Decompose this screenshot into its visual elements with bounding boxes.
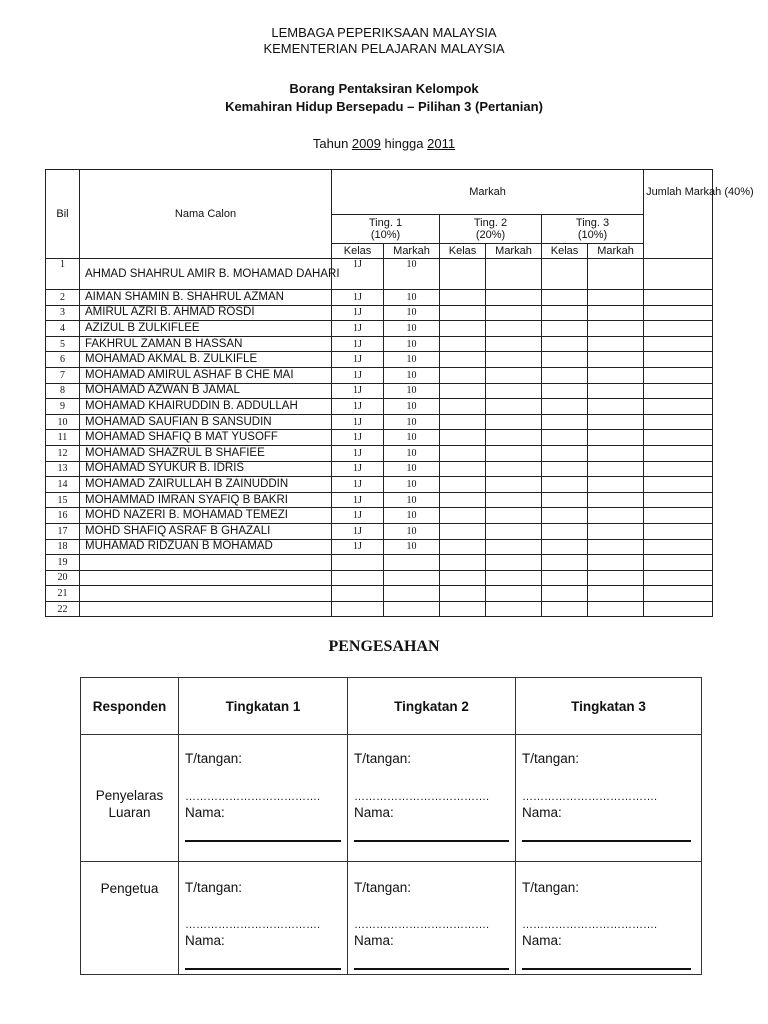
row-jumlah bbox=[644, 259, 713, 290]
row-kelas-3 bbox=[542, 477, 588, 493]
row-markah-1 bbox=[384, 555, 440, 571]
row-markah-1: 10 bbox=[384, 367, 440, 383]
row-kelas-2 bbox=[440, 430, 486, 446]
row-kelas-2 bbox=[440, 352, 486, 368]
header-tingkatan-1: Tingkatan 1 bbox=[179, 678, 348, 735]
header-kelas-2: Kelas bbox=[440, 244, 486, 259]
row-markah-1 bbox=[384, 586, 440, 602]
row-jumlah bbox=[644, 601, 713, 617]
row-markah-1: 10 bbox=[384, 477, 440, 493]
table-row bbox=[46, 445, 713, 461]
row-kelas-2 bbox=[440, 586, 486, 602]
header-ting-1: Ting. 1 (10%) bbox=[332, 215, 440, 244]
row-bil: 9 bbox=[46, 399, 80, 415]
row-kelas-3 bbox=[542, 336, 588, 352]
marks-table bbox=[45, 169, 754, 617]
row-markah-3 bbox=[588, 461, 644, 477]
row-markah-3 bbox=[588, 414, 644, 430]
row-markah-2 bbox=[486, 445, 542, 461]
row-markah-1: 10 bbox=[384, 523, 440, 539]
row-kelas-3 bbox=[542, 290, 588, 306]
row-bil: 18 bbox=[46, 539, 80, 555]
row-kelas-2 bbox=[440, 492, 486, 508]
row-kelas-2 bbox=[440, 414, 486, 430]
row-jumlah bbox=[644, 352, 713, 368]
row-kelas-3 bbox=[542, 352, 588, 368]
row-nama-calon: MOHAMAD ZAIRULLAH B ZAINUDDIN bbox=[80, 477, 332, 493]
table-row bbox=[46, 508, 713, 524]
row-kelas-1: 1J bbox=[332, 539, 384, 555]
header-kelas-1: Kelas bbox=[332, 244, 384, 259]
form-title: Borang Pentaksiran Kelompok bbox=[289, 81, 479, 96]
row-bil: 1 bbox=[46, 259, 80, 290]
row-markah-1: 10 bbox=[384, 290, 440, 306]
sign-box-penyelaras-t1[interactable]: T/tangan: ………………………………. Nama: bbox=[179, 735, 348, 862]
sign-box-pengetua-t1[interactable]: T/tangan: ………………………………. Nama: bbox=[179, 862, 348, 975]
row-jumlah bbox=[644, 305, 713, 321]
row-markah-3 bbox=[588, 523, 644, 539]
row-bil: 6 bbox=[46, 352, 80, 368]
row-bil: 22 bbox=[46, 601, 80, 617]
row-kelas-2 bbox=[440, 367, 486, 383]
row-kelas-3 bbox=[542, 555, 588, 571]
row-bil: 17 bbox=[46, 523, 80, 539]
row-jumlah bbox=[644, 461, 713, 477]
row-kelas-1: 1J bbox=[332, 383, 384, 399]
row-kelas-3 bbox=[542, 461, 588, 477]
row-kelas-3 bbox=[542, 539, 588, 555]
row-nama-calon: MOHD SHAFIQ ASRAF B GHAZALI bbox=[80, 523, 332, 539]
row-nama-calon bbox=[80, 570, 332, 586]
header-nama-calon: Nama Calon bbox=[80, 170, 332, 259]
table-row bbox=[46, 586, 713, 602]
row-kelas-1: 1J bbox=[332, 336, 384, 352]
table-row bbox=[46, 290, 713, 306]
table-row bbox=[46, 539, 713, 555]
row-jumlah bbox=[644, 399, 713, 415]
table-row bbox=[46, 399, 713, 415]
row-markah-3 bbox=[588, 352, 644, 368]
row-jumlah bbox=[644, 555, 713, 571]
row-kelas-1 bbox=[332, 555, 384, 571]
row-jumlah bbox=[644, 492, 713, 508]
row-nama-calon: MOHAMAD SAUFIAN B SANSUDIN bbox=[80, 414, 332, 430]
row-nama-calon: MOHAMAD SYUKUR B. IDRIS bbox=[80, 461, 332, 477]
row-markah-2 bbox=[486, 508, 542, 524]
table-row bbox=[46, 492, 713, 508]
row-kelas-1: 1J bbox=[332, 508, 384, 524]
row-jumlah bbox=[644, 383, 713, 399]
row-nama-calon: AZIZUL B ZULKIFLEE bbox=[80, 321, 332, 337]
row-jumlah bbox=[644, 570, 713, 586]
row-nama-calon: MOHAMAD AKMAL B. ZULKIFLE bbox=[80, 352, 332, 368]
row-nama-calon bbox=[80, 555, 332, 571]
table-row bbox=[46, 352, 713, 368]
year-prefix: Tahun bbox=[312, 136, 349, 151]
row-kelas-1: 1J bbox=[332, 461, 384, 477]
row-markah-2 bbox=[486, 321, 542, 337]
header-markah-2: Markah bbox=[486, 244, 542, 259]
row-jumlah bbox=[644, 445, 713, 461]
table-row bbox=[46, 555, 713, 571]
row-kelas-2 bbox=[440, 570, 486, 586]
responden-penyelaras-luaran: Penyelaras Luaran bbox=[81, 735, 179, 862]
row-markah-3 bbox=[588, 336, 644, 352]
row-markah-3 bbox=[588, 539, 644, 555]
row-kelas-2 bbox=[440, 539, 486, 555]
row-nama-calon: MOHAMAD SHAZRUL B SHAFIEE bbox=[80, 445, 332, 461]
row-jumlah bbox=[644, 290, 713, 306]
row-kelas-3 bbox=[542, 259, 588, 290]
row-markah-2 bbox=[486, 305, 542, 321]
table-row bbox=[46, 259, 713, 290]
row-markah-2 bbox=[486, 586, 542, 602]
row-markah-2 bbox=[486, 399, 542, 415]
row-kelas-3 bbox=[542, 601, 588, 617]
row-markah-3 bbox=[588, 399, 644, 415]
org-name-line-2: KEMENTERIAN PELAJARAN MALAYSIA bbox=[263, 41, 505, 56]
row-bil: 7 bbox=[46, 367, 80, 383]
row-nama-calon: MOHD NAZERI B. MOHAMAD TEMEZI bbox=[80, 508, 332, 524]
row-bil: 12 bbox=[46, 445, 80, 461]
header-responden: Responden bbox=[81, 678, 179, 735]
row-markah-2 bbox=[486, 477, 542, 493]
header-tingkatan-3: Tingkatan 3 bbox=[516, 678, 702, 735]
header-kelas-3: Kelas bbox=[542, 244, 588, 259]
row-bil: 4 bbox=[46, 321, 80, 337]
row-markah-2 bbox=[486, 570, 542, 586]
row-markah-2 bbox=[486, 367, 542, 383]
row-kelas-1: 1J bbox=[332, 414, 384, 430]
row-kelas-2 bbox=[440, 259, 486, 290]
row-nama-calon bbox=[80, 601, 332, 617]
row-kelas-3 bbox=[542, 399, 588, 415]
row-kelas-2 bbox=[440, 290, 486, 306]
row-kelas-2 bbox=[440, 477, 486, 493]
row-markah-3 bbox=[588, 477, 644, 493]
row-kelas-3 bbox=[542, 508, 588, 524]
table-row bbox=[46, 414, 713, 430]
row-kelas-3 bbox=[542, 414, 588, 430]
row-kelas-3 bbox=[542, 305, 588, 321]
row-nama-calon: AIMAN SHAMIN B. SHAHRUL AZMAN bbox=[80, 290, 332, 306]
row-kelas-3 bbox=[542, 586, 588, 602]
row-kelas-1: 1J bbox=[332, 492, 384, 508]
row-markah-1: 10 bbox=[384, 321, 440, 337]
row-bil: 3 bbox=[46, 305, 80, 321]
row-jumlah bbox=[644, 367, 713, 383]
row-markah-2 bbox=[486, 430, 542, 446]
row-bil: 21 bbox=[46, 586, 80, 602]
row-nama-calon: AMIRUL AZRI B. AHMAD ROSDI bbox=[80, 305, 332, 321]
row-markah-1: 10 bbox=[384, 399, 440, 415]
table-row bbox=[46, 383, 713, 399]
row-kelas-1 bbox=[332, 601, 384, 617]
row-kelas-2 bbox=[440, 523, 486, 539]
table-row bbox=[46, 461, 713, 477]
row-bil: 16 bbox=[46, 508, 80, 524]
row-markah-3 bbox=[588, 321, 644, 337]
row-nama-calon: MOHAMAD SHAFIQ B MAT YUSOFF bbox=[80, 430, 332, 446]
row-markah-3 bbox=[588, 445, 644, 461]
year-mid: hingga bbox=[384, 136, 424, 151]
row-markah-3 bbox=[588, 586, 644, 602]
row-jumlah bbox=[644, 477, 713, 493]
row-markah-1: 10 bbox=[384, 352, 440, 368]
year-from: 2009 bbox=[351, 136, 381, 151]
sign-box-pengetua-t2[interactable]: T/tangan: ………………………………. Nama: bbox=[348, 862, 516, 975]
row-kelas-1: 1J bbox=[332, 305, 384, 321]
row-nama-calon bbox=[80, 586, 332, 602]
row-bil: 11 bbox=[46, 430, 80, 446]
row-markah-2 bbox=[486, 461, 542, 477]
row-kelas-3 bbox=[542, 367, 588, 383]
row-kelas-1: 1J bbox=[332, 430, 384, 446]
row-kelas-1: 1J bbox=[332, 523, 384, 539]
row-markah-2 bbox=[486, 414, 542, 430]
row-markah-3 bbox=[588, 430, 644, 446]
row-markah-3 bbox=[588, 305, 644, 321]
responden-pengetua: Pengetua bbox=[81, 862, 179, 975]
row-jumlah bbox=[644, 508, 713, 524]
table-row bbox=[46, 523, 713, 539]
row-nama-calon: MUHAMAD RIDZUAN B MOHAMAD bbox=[80, 539, 332, 555]
header-markah: Markah bbox=[332, 170, 644, 215]
row-kelas-2 bbox=[440, 399, 486, 415]
row-nama-calon: MOHAMMAD IMRAN SYAFIQ B BAKRI bbox=[80, 492, 332, 508]
row-markah-1: 10 bbox=[384, 445, 440, 461]
row-kelas-1: 1J bbox=[332, 399, 384, 415]
table-row bbox=[46, 570, 713, 586]
row-markah-1: 10 bbox=[384, 508, 440, 524]
row-jumlah bbox=[644, 586, 713, 602]
row-markah-1: 10 bbox=[384, 414, 440, 430]
pengesahan-table bbox=[80, 677, 702, 975]
row-markah-1: 10 bbox=[384, 539, 440, 555]
row-markah-1: 10 bbox=[384, 492, 440, 508]
row-kelas-2 bbox=[440, 601, 486, 617]
row-kelas-1: 1J bbox=[332, 477, 384, 493]
row-kelas-2 bbox=[440, 445, 486, 461]
table-row bbox=[46, 601, 713, 617]
row-jumlah bbox=[644, 430, 713, 446]
row-nama-calon: MOHAMAD KHAIRUDDIN B. ADDULLAH bbox=[80, 399, 332, 415]
table-row bbox=[46, 430, 713, 446]
row-markah-2 bbox=[486, 539, 542, 555]
row-kelas-1: 1J bbox=[332, 367, 384, 383]
year-range bbox=[0, 136, 768, 151]
header-markah-1: Markah bbox=[384, 244, 440, 259]
form-subtitle: Kemahiran Hidup Bersepadu – Pilihan 3 (Pertanian) bbox=[225, 99, 543, 114]
pengesahan-title: PENGESAHAN bbox=[328, 638, 440, 655]
row-kelas-1 bbox=[332, 570, 384, 586]
row-kelas-3 bbox=[542, 321, 588, 337]
row-kelas-2 bbox=[440, 555, 486, 571]
row-markah-2 bbox=[486, 383, 542, 399]
row-kelas-2 bbox=[440, 383, 486, 399]
row-markah-3 bbox=[588, 555, 644, 571]
table-row bbox=[46, 321, 713, 337]
table-row bbox=[46, 336, 713, 352]
row-kelas-3 bbox=[542, 445, 588, 461]
row-markah-2 bbox=[486, 290, 542, 306]
year-to: 2011 bbox=[427, 136, 456, 151]
row-markah-2 bbox=[486, 336, 542, 352]
row-markah-2 bbox=[486, 555, 542, 571]
header-markah-3: Markah bbox=[588, 244, 644, 259]
row-kelas-1: 1J bbox=[332, 352, 384, 368]
row-markah-1: 10 bbox=[384, 305, 440, 321]
sign-box-penyelaras-t3[interactable]: T/tangan: ………………………………. Nama: bbox=[516, 735, 702, 862]
row-markah-3 bbox=[588, 367, 644, 383]
row-markah-3 bbox=[588, 570, 644, 586]
row-kelas-3 bbox=[542, 570, 588, 586]
row-markah-1 bbox=[384, 570, 440, 586]
row-kelas-2 bbox=[440, 508, 486, 524]
row-markah-2 bbox=[486, 601, 542, 617]
row-kelas-3 bbox=[542, 430, 588, 446]
table-row bbox=[46, 477, 713, 493]
row-markah-1: 10 bbox=[384, 336, 440, 352]
row-bil: 5 bbox=[46, 336, 80, 352]
row-kelas-1: 1J bbox=[332, 445, 384, 461]
header-bil: Bil bbox=[46, 170, 80, 259]
row-kelas-2 bbox=[440, 336, 486, 352]
row-nama-calon: FAKHRUL ZAMAN B HASSAN bbox=[80, 336, 332, 352]
row-kelas-1: 1J bbox=[332, 321, 384, 337]
row-jumlah bbox=[644, 414, 713, 430]
row-kelas-2 bbox=[440, 321, 486, 337]
row-bil: 10 bbox=[46, 414, 80, 430]
row-jumlah bbox=[644, 523, 713, 539]
row-markah-3 bbox=[588, 508, 644, 524]
row-jumlah bbox=[644, 539, 713, 555]
sign-box-penyelaras-t2[interactable]: T/tangan: ………………………………. Nama: bbox=[348, 735, 516, 862]
row-jumlah bbox=[644, 336, 713, 352]
row-bil: 2 bbox=[46, 290, 80, 306]
row-kelas-3 bbox=[542, 523, 588, 539]
row-nama-calon: MOHAMAD AZWAN B JAMAL bbox=[80, 383, 332, 399]
row-kelas-2 bbox=[440, 305, 486, 321]
org-name-line-1: LEMBAGA PEPERIKSAAN MALAYSIA bbox=[271, 25, 497, 40]
row-bil: 19 bbox=[46, 555, 80, 571]
row-kelas-1: 1J bbox=[332, 259, 384, 290]
table-row bbox=[46, 367, 713, 383]
row-jumlah bbox=[644, 321, 713, 337]
header-tingkatan-2: Tingkatan 2 bbox=[348, 678, 516, 735]
row-kelas-2 bbox=[440, 461, 486, 477]
row-bil: 8 bbox=[46, 383, 80, 399]
row-nama-calon: AHMAD SHAHRUL AMIR B. MOHAMAD DAHARI bbox=[80, 259, 332, 290]
row-markah-3 bbox=[588, 492, 644, 508]
row-bil: 13 bbox=[46, 461, 80, 477]
header-ting-2: Ting. 2 (20%) bbox=[440, 215, 542, 244]
row-bil: 15 bbox=[46, 492, 80, 508]
row-markah-3 bbox=[588, 383, 644, 399]
table-row bbox=[46, 305, 713, 321]
header-ting-3: Ting. 3 (10%) bbox=[542, 215, 644, 244]
header-jumlah-markah: Jumlah Markah (40%) bbox=[644, 170, 713, 259]
row-markah-1: 10 bbox=[384, 383, 440, 399]
sign-box-pengetua-t3[interactable]: T/tangan: ………………………………. Nama: bbox=[516, 862, 702, 975]
row-markah-3 bbox=[588, 290, 644, 306]
row-kelas-3 bbox=[542, 492, 588, 508]
row-kelas-3 bbox=[542, 383, 588, 399]
row-bil: 20 bbox=[46, 570, 80, 586]
row-markah-2 bbox=[486, 259, 542, 290]
row-markah-1 bbox=[384, 601, 440, 617]
row-bil: 14 bbox=[46, 477, 80, 493]
row-kelas-1: 1J bbox=[332, 290, 384, 306]
row-markah-1: 10 bbox=[384, 430, 440, 446]
row-kelas-1 bbox=[332, 586, 384, 602]
row-markah-2 bbox=[486, 523, 542, 539]
row-markah-2 bbox=[486, 492, 542, 508]
row-nama-calon: MOHAMAD AMIRUL ASHAF B CHE MAI bbox=[80, 367, 332, 383]
row-markah-3 bbox=[588, 601, 644, 617]
row-markah-3 bbox=[588, 259, 644, 290]
row-markah-1: 10 bbox=[384, 461, 440, 477]
row-markah-2 bbox=[486, 352, 542, 368]
row-markah-1: 10 bbox=[384, 259, 440, 290]
